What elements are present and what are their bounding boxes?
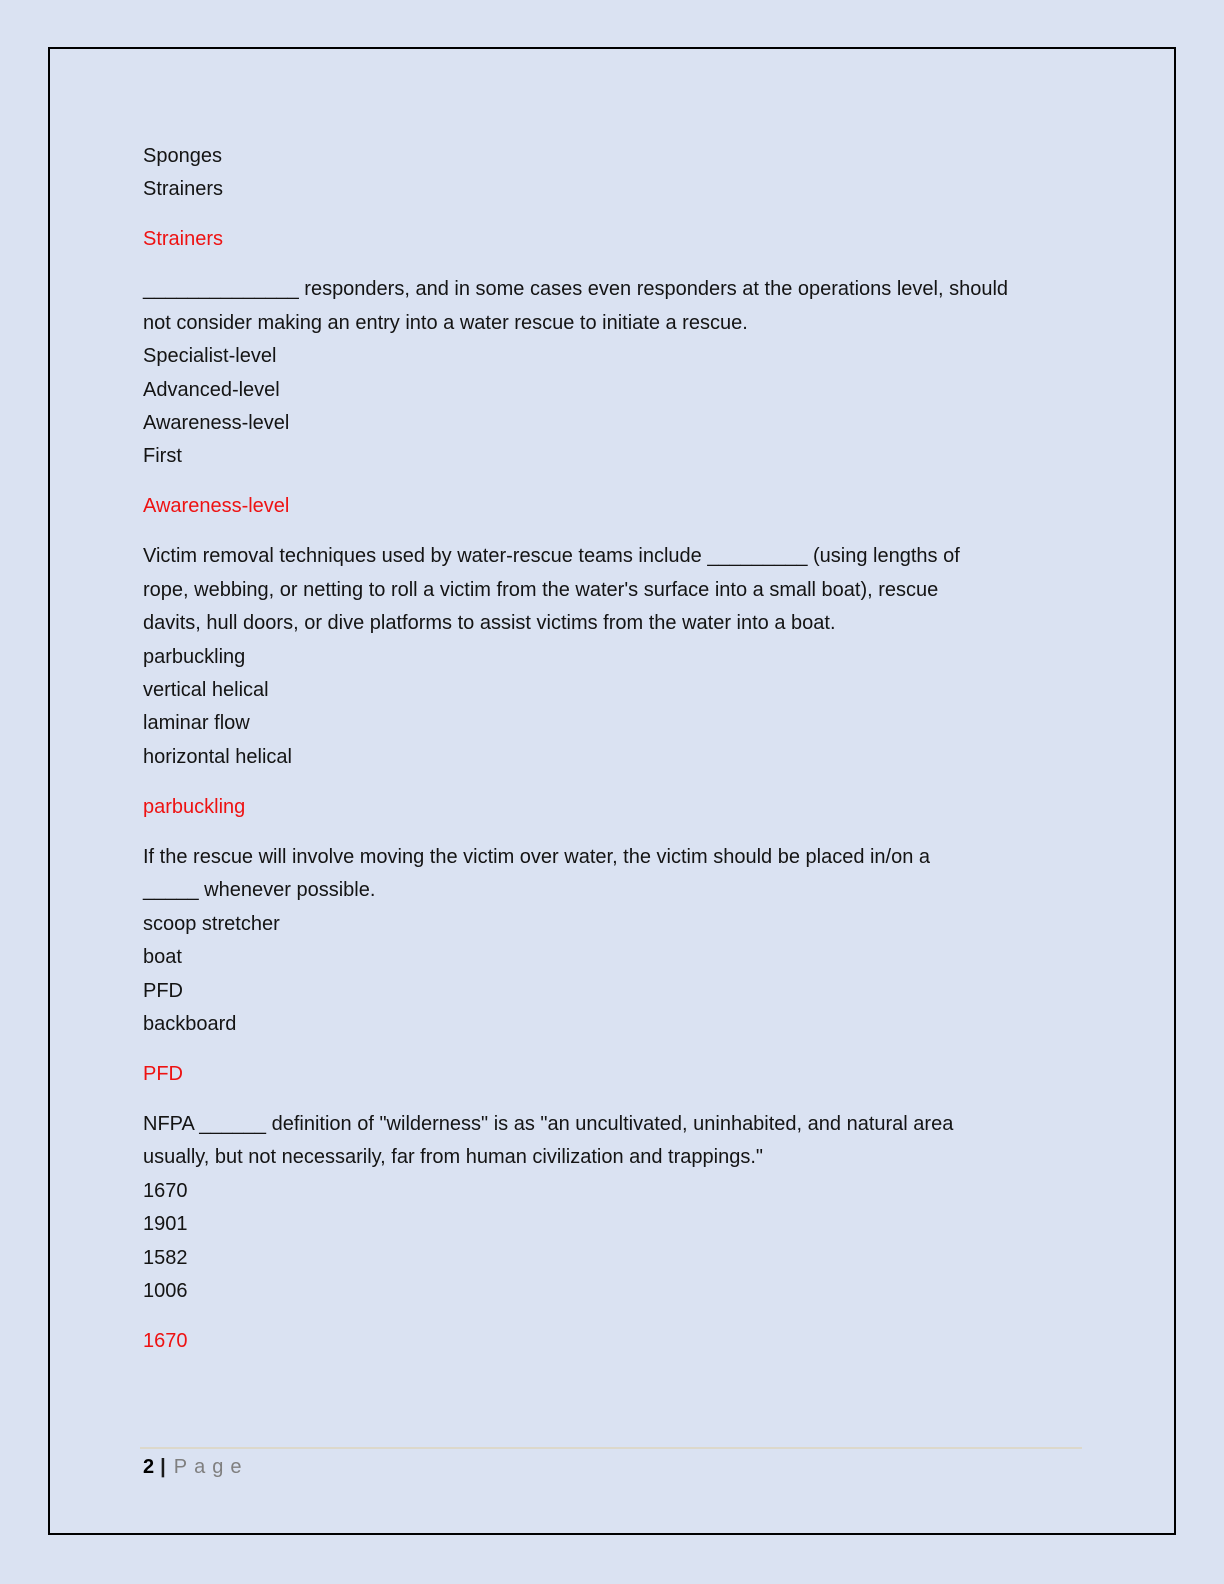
text-line: boat — [143, 946, 182, 969]
text-line: backboard — [143, 1012, 237, 1035]
text-line: scoop stretcher — [143, 912, 280, 935]
text-line: First — [143, 445, 182, 468]
text-line: rope, webbing, or netting to roll a victim from the water's surface into a small boat), rescue — [143, 578, 939, 601]
page-border — [48, 47, 1176, 1535]
answer-block — [143, 791, 1134, 824]
answer-line: Awareness-level — [143, 495, 290, 518]
text-line: Specialist-level — [143, 345, 277, 368]
text-line: PFD — [143, 979, 183, 1002]
text-line: Sponges — [143, 145, 222, 167]
question-block — [143, 540, 1134, 774]
answer-block — [143, 490, 1134, 523]
text-line: 1901 — [143, 1213, 188, 1236]
question-block — [143, 140, 1134, 207]
answer-block — [143, 1325, 1134, 1358]
question-block — [143, 273, 1134, 473]
text-line: 1582 — [143, 1246, 188, 1269]
page-footer — [140, 1447, 1082, 1479]
document-content — [143, 140, 1134, 1375]
text-line: 1006 — [143, 1279, 188, 1302]
text-line: usually, but not necessarily, far from human civilization and trappings." — [143, 1146, 763, 1169]
text-line: davits, hull doors, or dive platforms to assist victims from the water into a boat. — [143, 612, 836, 635]
question-block — [143, 1108, 1134, 1308]
page-number: 2 — [143, 1456, 155, 1478]
answer-block — [143, 223, 1134, 256]
text-line: laminar flow — [143, 712, 250, 735]
page-number-label — [140, 1449, 1082, 1479]
text-line: horizontal helical — [143, 745, 292, 768]
text-line: If the rescue will involve moving the victim over water, the victim should be placed in/on a — [143, 845, 931, 868]
answer-line: parbuckling — [143, 795, 246, 818]
answer-block — [143, 1058, 1134, 1091]
answer-line: PFD — [143, 1062, 183, 1085]
text-line: ______________ responders, and in some cases even responders at the operations level, should — [143, 278, 1009, 301]
text-line: not consider making an entry into a water rescue to initiate a rescue. — [143, 311, 748, 334]
footer-page-word: Page — [173, 1456, 249, 1478]
text-line: _____ whenever possible. — [143, 879, 376, 902]
answer-line: 1670 — [143, 1329, 188, 1352]
text-line: Victim removal techniques used by water-rescue teams include _________ (using lengths of — [143, 545, 960, 568]
text-line: Advanced-level — [143, 378, 280, 401]
text-line: NFPA ______ definition of "wilderness" is as "an uncultivated, uninhabited, and natural area — [143, 1112, 954, 1135]
text-line: Strainers — [143, 178, 224, 201]
text-line: 1670 — [143, 1179, 188, 1202]
footer-separator: | — [160, 1456, 166, 1478]
text-line: vertical helical — [143, 679, 269, 702]
text-line: Awareness-level — [143, 412, 290, 435]
text-line: parbuckling — [143, 645, 246, 668]
question-block — [143, 841, 1134, 1041]
answer-line: Strainers — [143, 228, 224, 251]
